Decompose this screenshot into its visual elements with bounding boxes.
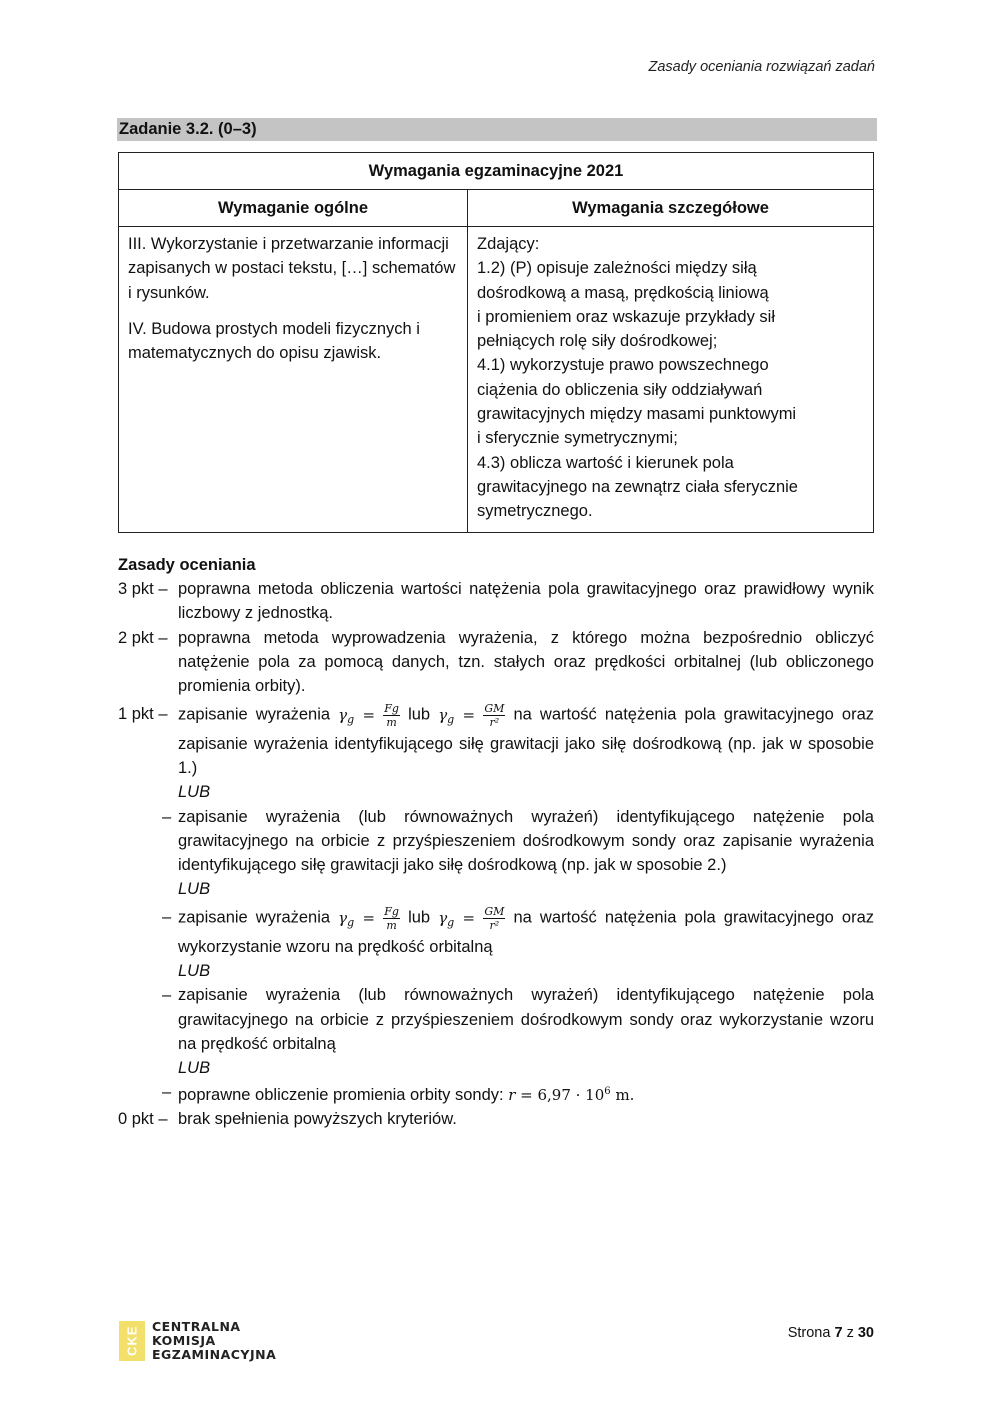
task-title: Zadanie 3.2. (0–3): [117, 118, 877, 141]
alternative-3: [118, 905, 874, 959]
or-text: lub: [408, 705, 431, 724]
column-header-general: Wymaganie ogólne: [119, 190, 468, 227]
alternative-text: zapisanie wyrażenia (lub równoważnych wyrażeń) identyfikującego natężenie pola grawitacyjnego na orbicie z przyśpieszeniem dośrodkowym sondy oraz wykorzystanie wzoru na prędkość orbitalną: [178, 986, 874, 1053]
detail-line: dośrodkową a masą, prędkością liniową: [477, 283, 769, 302]
rule-3-points: [118, 577, 874, 625]
rule-text: poprawna metoda obliczenia wartości natężenia pola grawitacyjnego oraz prawidłowy wynik liczbowy z jednostką.: [178, 580, 874, 623]
dash: –: [162, 1083, 172, 1102]
lub-separator: LUB: [178, 880, 211, 899]
logo-line: CENTRALNA: [152, 1319, 241, 1334]
lub-separator: LUB: [178, 1059, 211, 1078]
cke-logo-text: [152, 1320, 276, 1362]
dash: –: [162, 807, 172, 826]
detail-line: i promieniem oraz wskazuje przykłady sił: [477, 307, 776, 326]
scoring-section: [118, 553, 874, 1132]
header-note: Zasady oceniania rozwiązań zadań: [648, 59, 875, 75]
rule-label: 0 pkt –: [118, 1110, 168, 1129]
rule-text: poprawna metoda wyprowadzenia wyrażenia, z którego można bezpośrednio obliczyć natężenie pola za pomocą danych, tzn. stałych oraz prędkości orbitalnej (lub obliczonego promienia orbity).: [178, 628, 874, 696]
detail-line: 1.2) (P) opisuje zależności między siłą: [477, 259, 757, 278]
rule-text-post: na wartość natężenia pola grawitacyjnego oraz zapisanie wyrażenia identyfikującego siłę grawitacji jako siłę dośrodkową (np. jak w sposobie 1.): [178, 705, 875, 778]
logo-line: KOMISJA: [152, 1333, 216, 1348]
page-number: Strona 7 z 30: [787, 1325, 874, 1341]
alternative-4: [118, 983, 874, 1056]
gravity-formula-mass: $\gamma_g$ = $\frac{GM}{\text{r²}}$: [438, 905, 505, 933]
alternative-text-pre: zapisanie wyrażenia: [178, 908, 331, 927]
detail-line: i sferycznie symetrycznymi;: [477, 429, 678, 448]
logo-line: EGZAMINACYJNA: [152, 1347, 277, 1362]
scoring-title: Zasady oceniania: [118, 556, 256, 574]
detail-line: ciążenia do obliczenia siły oddziaływań: [477, 380, 763, 399]
detail-line: Zdający:: [477, 235, 540, 253]
rule-label: 3 pkt –: [118, 580, 168, 599]
rule-label: 2 pkt –: [118, 628, 168, 647]
requirements-title: Wymagania egzaminacyjne 2021: [119, 153, 874, 190]
detail-line: grawitacyjnych między masami punktowymi: [477, 405, 797, 424]
detail-line: 4.3) oblicza wartość i kierunek pola: [477, 453, 734, 472]
detail-line: 4.1) wykorzystuje prawo powszechnego: [477, 356, 769, 375]
or-text: lub: [408, 908, 431, 927]
rule-2-points: [118, 626, 874, 699]
detail-line: symetrycznego.: [477, 502, 593, 521]
rule-text: brak spełnienia powyższych kryteriów.: [178, 1110, 457, 1129]
column-header-detail: Wymagania szczegółowe: [468, 190, 874, 227]
gravity-formula-force: $\gamma_g$ = $\frac{Fg}{m}$: [338, 905, 399, 933]
alternative-text-post: na wartość natężenia pola grawitacyjnego oraz wykorzystanie wzoru na prędkość orbitalną: [178, 908, 875, 957]
general-requirements-cell: [119, 227, 468, 533]
dash: –: [162, 908, 172, 927]
alternative-text: poprawne obliczenie promienia orbity sondy:: [178, 1086, 504, 1105]
detail-line: pełniących rolę siły dośrodkowej;: [477, 332, 718, 351]
requirements-table: [118, 152, 874, 533]
rule-label: 1 pkt –: [118, 705, 168, 724]
general-requirement: III. Wykorzystanie i przetwarzanie informacji zapisanych w postaci tekstu, […] schematów i rysunków.: [128, 235, 456, 302]
detail-line: grawitacyjnego na zewnątrz ciała sferycznie: [477, 477, 798, 496]
lub-separator: LUB: [178, 783, 211, 802]
alternative-text: zapisanie wyrażenia (lub równoważnych wyrażeń) identyfikującego natężenie pola grawitacyjnego na orbicie z przyśpieszeniem dośrodkowym sondy oraz zapisanie wyrażenia identyfikującego siłę grawitacji jako siłę dośrodkową (np. jak w sposobie 2.): [178, 807, 874, 874]
rule-text-pre: zapisanie wyrażenia: [178, 705, 331, 724]
cke-logo-mark: CKE: [119, 1321, 145, 1361]
general-requirement: IV. Budowa prostych modeli fizycznych i matematycznych do opisu zjawisk.: [128, 319, 420, 363]
rule-1-point: [118, 702, 874, 780]
gravity-formula-force: $\gamma_g$ = $\frac{Fg}{m}$: [338, 702, 399, 730]
alternative-5: [118, 1080, 874, 1107]
dash: –: [162, 986, 172, 1005]
rule-0-points: [118, 1107, 874, 1131]
orbit-radius-formula: $r = 6,97 \cdot 10^6$ m.: [508, 1086, 635, 1105]
cke-logo: [119, 1320, 276, 1362]
gravity-formula-mass: $\gamma_g$ = $\frac{GM}{\text{r²}}$: [438, 702, 505, 730]
detail-requirements-cell: [468, 227, 874, 533]
alternative-2: [118, 805, 874, 878]
lub-separator: LUB: [178, 962, 211, 981]
